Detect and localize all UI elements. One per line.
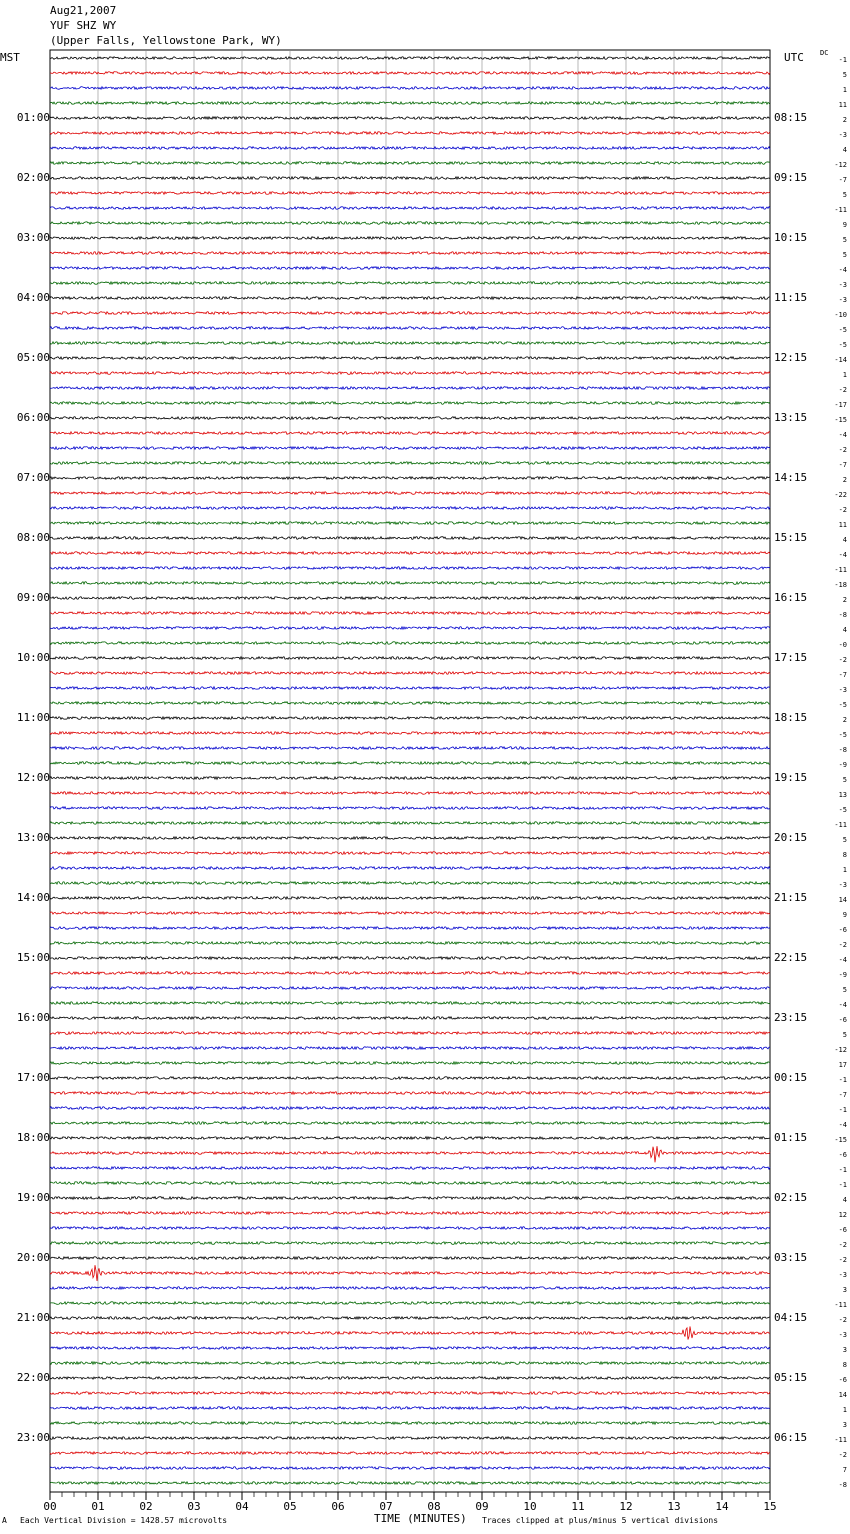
trace-64 bbox=[50, 1017, 770, 1020]
dc-value: -2 bbox=[838, 1451, 847, 1459]
dc-value: -8 bbox=[838, 611, 847, 619]
dc-value: -4 bbox=[838, 266, 847, 274]
dc-value: -1 bbox=[838, 1106, 847, 1114]
dc-value: 3 bbox=[842, 1286, 847, 1294]
dc-value: -4 bbox=[838, 956, 847, 964]
right-hour-label: 12:15 bbox=[774, 351, 808, 364]
trace-15 bbox=[50, 282, 770, 285]
trace-62 bbox=[50, 987, 770, 990]
trace-71 bbox=[50, 1122, 770, 1125]
trace-32 bbox=[50, 537, 770, 540]
dc-value: -11 bbox=[834, 1301, 847, 1309]
trace-3 bbox=[50, 102, 770, 105]
dc-value: -6 bbox=[838, 1226, 847, 1234]
left-hour-label: 03:00 bbox=[16, 231, 50, 244]
dc-header-label: DC bbox=[820, 49, 829, 57]
trace-33 bbox=[50, 552, 770, 555]
dc-value: 2 bbox=[842, 116, 847, 124]
dc-value: 14 bbox=[838, 1391, 847, 1399]
trace-28 bbox=[50, 477, 770, 480]
trace-27 bbox=[50, 462, 770, 465]
trace-57 bbox=[50, 912, 770, 915]
dc-value: -4 bbox=[838, 551, 847, 559]
x-tick-label: 00 bbox=[43, 1500, 57, 1513]
trace-68 bbox=[50, 1077, 770, 1080]
right-hour-label: 08:15 bbox=[774, 111, 808, 124]
dc-value: -1 bbox=[838, 1166, 847, 1174]
dc-value: -2 bbox=[838, 656, 847, 664]
trace-17 bbox=[50, 312, 770, 315]
dc-value: 17 bbox=[838, 1061, 847, 1069]
dc-value: -22 bbox=[834, 491, 847, 499]
left-hour-label: 19:00 bbox=[16, 1191, 50, 1204]
trace-93 bbox=[50, 1452, 770, 1455]
left-hour-label: 13:00 bbox=[16, 831, 50, 844]
dc-value: 13 bbox=[838, 791, 847, 799]
dc-value: -8 bbox=[838, 746, 847, 754]
trace-60 bbox=[50, 957, 770, 960]
trace-79 bbox=[50, 1242, 770, 1245]
trace-73 bbox=[50, 1146, 770, 1162]
trace-86 bbox=[50, 1347, 770, 1350]
x-tick-label: 14 bbox=[715, 1500, 729, 1513]
dc-value: 3 bbox=[842, 1346, 847, 1354]
trace-40 bbox=[50, 657, 770, 660]
x-tick-label: 13 bbox=[667, 1500, 681, 1513]
trace-77 bbox=[50, 1212, 770, 1215]
dc-value: 5 bbox=[842, 836, 847, 844]
trace-46 bbox=[50, 747, 770, 750]
trace-1 bbox=[50, 72, 770, 75]
dc-value: -4 bbox=[838, 1121, 847, 1129]
trace-36 bbox=[50, 597, 770, 600]
dc-value: -6 bbox=[838, 1016, 847, 1024]
left-hour-label: 08:00 bbox=[16, 531, 50, 544]
left-hour-label: 07:00 bbox=[16, 471, 50, 484]
trace-48 bbox=[50, 777, 770, 780]
trace-88 bbox=[50, 1377, 770, 1380]
trace-51 bbox=[50, 822, 770, 825]
right-hour-label: 09:15 bbox=[774, 171, 808, 184]
dc-value: 7 bbox=[842, 1466, 847, 1474]
right-hour-label: 00:15 bbox=[774, 1071, 808, 1084]
trace-76 bbox=[50, 1197, 770, 1200]
dc-value: -2 bbox=[838, 1241, 847, 1249]
date-label: Aug21,2007 bbox=[50, 4, 117, 17]
trace-18 bbox=[50, 327, 770, 330]
trace-4 bbox=[50, 117, 770, 120]
dc-value: 5 bbox=[842, 776, 847, 784]
dc-value: -2 bbox=[838, 1316, 847, 1324]
dc-value: -9 bbox=[838, 971, 847, 979]
dc-value: -9 bbox=[838, 761, 847, 769]
left-hour-label: 14:00 bbox=[16, 891, 50, 904]
trace-29 bbox=[50, 492, 770, 495]
clip-note: Traces clipped at plus/minus 5 vertical divisions bbox=[482, 1516, 719, 1525]
right-hour-label: 23:15 bbox=[774, 1011, 808, 1024]
trace-87 bbox=[50, 1362, 770, 1365]
dc-value: -0 bbox=[838, 641, 847, 649]
right-hour-label: 17:15 bbox=[774, 651, 808, 664]
trace-37 bbox=[50, 612, 770, 615]
dc-value: 1 bbox=[842, 371, 847, 379]
trace-25 bbox=[50, 432, 770, 435]
dc-value: -2 bbox=[838, 506, 847, 514]
time-axis-label: TIME (MINUTES) bbox=[374, 1512, 467, 1525]
left-hour-label: 22:00 bbox=[16, 1371, 50, 1384]
right-hour-label: 02:15 bbox=[774, 1191, 808, 1204]
trace-56 bbox=[50, 897, 770, 900]
trace-47 bbox=[50, 762, 770, 765]
dc-value: 5 bbox=[842, 986, 847, 994]
trace-78 bbox=[50, 1227, 770, 1230]
plot-frame bbox=[50, 50, 770, 1492]
trace-53 bbox=[50, 852, 770, 855]
dc-value: 9 bbox=[842, 221, 847, 229]
right-hour-label: 21:15 bbox=[774, 891, 808, 904]
dc-value: 4 bbox=[842, 146, 847, 154]
corner-mark: A bbox=[2, 1516, 7, 1525]
dc-value: -7 bbox=[838, 461, 847, 469]
trace-6 bbox=[50, 147, 770, 150]
trace-8 bbox=[50, 177, 770, 180]
right-hour-label: 13:15 bbox=[774, 411, 808, 424]
trace-63 bbox=[50, 1002, 770, 1005]
dc-value: -4 bbox=[838, 1001, 847, 1009]
dc-value: 4 bbox=[842, 536, 847, 544]
left-hour-label: 02:00 bbox=[16, 171, 50, 184]
dc-value: 4 bbox=[842, 1196, 847, 1204]
dc-value: -10 bbox=[834, 311, 847, 319]
trace-24 bbox=[50, 417, 770, 420]
x-tick-label: 10 bbox=[523, 1500, 537, 1513]
trace-55 bbox=[50, 882, 770, 885]
trace-50 bbox=[50, 807, 770, 810]
trace-12 bbox=[50, 237, 770, 240]
trace-9 bbox=[50, 192, 770, 195]
dc-value: -5 bbox=[838, 341, 847, 349]
trace-45 bbox=[50, 732, 770, 735]
x-tick-label: 09 bbox=[475, 1500, 489, 1513]
right-hour-label: 14:15 bbox=[774, 471, 808, 484]
dc-value: -1 bbox=[838, 1076, 847, 1084]
right-hour-label: 15:15 bbox=[774, 531, 808, 544]
x-tick-label: 11 bbox=[571, 1500, 585, 1513]
dc-value: 5 bbox=[842, 251, 847, 259]
x-tick-label: 07 bbox=[379, 1500, 393, 1513]
dc-value: 11 bbox=[838, 521, 847, 529]
trace-10 bbox=[50, 207, 770, 210]
trace-91 bbox=[50, 1422, 770, 1425]
dc-value: -1 bbox=[838, 56, 847, 64]
right-hour-label: 01:15 bbox=[774, 1131, 808, 1144]
trace-20 bbox=[50, 357, 770, 360]
trace-43 bbox=[50, 702, 770, 705]
trace-82 bbox=[50, 1287, 770, 1290]
dc-value: 1 bbox=[842, 1406, 847, 1414]
right-hour-label: 18:15 bbox=[774, 711, 808, 724]
dc-value: -2 bbox=[838, 386, 847, 394]
dc-value: -5 bbox=[838, 806, 847, 814]
dc-value: -2 bbox=[838, 446, 847, 454]
x-tick-label: 06 bbox=[331, 1500, 345, 1513]
dc-value: -3 bbox=[838, 281, 847, 289]
dc-value: -5 bbox=[838, 731, 847, 739]
right-hour-label: 19:15 bbox=[774, 771, 808, 784]
trace-16 bbox=[50, 297, 770, 300]
dc-value: -11 bbox=[834, 206, 847, 214]
trace-85 bbox=[50, 1326, 770, 1339]
trace-14 bbox=[50, 267, 770, 270]
dc-value: -3 bbox=[838, 881, 847, 889]
dc-value: -11 bbox=[834, 566, 847, 574]
left-timezone-label: MST bbox=[0, 51, 20, 64]
trace-90 bbox=[50, 1407, 770, 1410]
dc-value: -3 bbox=[838, 1331, 847, 1339]
dc-value: -7 bbox=[838, 671, 847, 679]
right-hour-label: 11:15 bbox=[774, 291, 808, 304]
left-hour-label: 21:00 bbox=[16, 1311, 50, 1324]
dc-value: -5 bbox=[838, 326, 847, 334]
left-hour-label: 06:00 bbox=[16, 411, 50, 424]
left-hour-label: 01:00 bbox=[16, 111, 50, 124]
dc-value: 12 bbox=[838, 1211, 847, 1219]
dc-value: -6 bbox=[838, 926, 847, 934]
x-tick-label: 03 bbox=[187, 1500, 201, 1513]
dc-value: -12 bbox=[834, 1046, 847, 1054]
trace-54 bbox=[50, 867, 770, 870]
trace-74 bbox=[50, 1167, 770, 1170]
dc-value: 4 bbox=[842, 626, 847, 634]
trace-31 bbox=[50, 522, 770, 525]
dc-value: -18 bbox=[834, 581, 847, 589]
trace-61 bbox=[50, 972, 770, 975]
dc-value: 2 bbox=[842, 716, 847, 724]
dc-value: 8 bbox=[842, 851, 847, 859]
trace-11 bbox=[50, 222, 770, 225]
dc-value: 5 bbox=[842, 1031, 847, 1039]
trace-41 bbox=[50, 672, 770, 675]
dc-value: -1 bbox=[838, 1181, 847, 1189]
x-tick-label: 01 bbox=[91, 1500, 105, 1513]
dc-value: 3 bbox=[842, 1421, 847, 1429]
x-tick-label: 15 bbox=[763, 1500, 777, 1513]
dc-value: -2 bbox=[838, 941, 847, 949]
left-hour-label: 20:00 bbox=[16, 1251, 50, 1264]
dc-value: -6 bbox=[838, 1151, 847, 1159]
trace-92 bbox=[50, 1437, 770, 1440]
dc-value: -7 bbox=[838, 1091, 847, 1099]
left-hour-label: 23:00 bbox=[16, 1431, 50, 1444]
dc-value: -3 bbox=[838, 131, 847, 139]
dc-value: -6 bbox=[838, 1376, 847, 1384]
dc-value: -7 bbox=[838, 176, 847, 184]
right-hour-label: 04:15 bbox=[774, 1311, 808, 1324]
x-tick-label: 04 bbox=[235, 1500, 249, 1513]
station-label: YUF SHZ WY bbox=[50, 19, 117, 32]
trace-95 bbox=[50, 1482, 770, 1485]
trace-13 bbox=[50, 252, 770, 255]
trace-49 bbox=[50, 792, 770, 795]
trace-67 bbox=[50, 1062, 770, 1065]
trace-69 bbox=[50, 1092, 770, 1095]
trace-84 bbox=[50, 1317, 770, 1320]
trace-34 bbox=[50, 567, 770, 570]
trace-94 bbox=[50, 1467, 770, 1470]
left-hour-label: 05:00 bbox=[16, 351, 50, 364]
right-timezone-label: UTC bbox=[784, 51, 804, 64]
trace-70 bbox=[50, 1107, 770, 1110]
trace-39 bbox=[50, 642, 770, 645]
dc-value: -11 bbox=[834, 1436, 847, 1444]
trace-72 bbox=[50, 1137, 770, 1140]
trace-81 bbox=[50, 1265, 770, 1281]
right-hour-label: 20:15 bbox=[774, 831, 808, 844]
division-note: Each Vertical Division = 1428.57 microvolts bbox=[20, 1516, 228, 1525]
left-hour-label: 17:00 bbox=[16, 1071, 50, 1084]
dc-value: -12 bbox=[834, 161, 847, 169]
left-hour-label: 09:00 bbox=[16, 591, 50, 604]
left-hour-label: 11:00 bbox=[16, 711, 50, 724]
right-hour-label: 03:15 bbox=[774, 1251, 808, 1264]
trace-66 bbox=[50, 1047, 770, 1050]
trace-89 bbox=[50, 1392, 770, 1395]
trace-52 bbox=[50, 837, 770, 840]
left-hour-label: 18:00 bbox=[16, 1131, 50, 1144]
dc-value: 2 bbox=[842, 476, 847, 484]
trace-42 bbox=[50, 687, 770, 690]
dc-value: 1 bbox=[842, 866, 847, 874]
dc-value: 1 bbox=[842, 86, 847, 94]
trace-35 bbox=[50, 582, 770, 585]
trace-80 bbox=[50, 1257, 770, 1260]
right-hour-label: 10:15 bbox=[774, 231, 808, 244]
trace-30 bbox=[50, 507, 770, 510]
x-tick-label: 05 bbox=[283, 1500, 297, 1513]
dc-value: -14 bbox=[834, 356, 847, 364]
trace-75 bbox=[50, 1182, 770, 1185]
trace-65 bbox=[50, 1032, 770, 1035]
dc-value: 5 bbox=[842, 191, 847, 199]
trace-5 bbox=[50, 132, 770, 135]
trace-44 bbox=[50, 717, 770, 720]
dc-value: 9 bbox=[842, 911, 847, 919]
dc-value: -5 bbox=[838, 701, 847, 709]
dc-value: 5 bbox=[842, 236, 847, 244]
dc-value: -3 bbox=[838, 296, 847, 304]
trace-21 bbox=[50, 372, 770, 375]
x-tick-label: 08 bbox=[427, 1500, 441, 1513]
trace-2 bbox=[50, 87, 770, 90]
dc-value: -3 bbox=[838, 686, 847, 694]
dc-value: -2 bbox=[838, 1256, 847, 1264]
dc-value: 2 bbox=[842, 596, 847, 604]
dc-value: 11 bbox=[838, 101, 847, 109]
trace-59 bbox=[50, 942, 770, 945]
location-label: (Upper Falls, Yellowstone Park, WY) bbox=[50, 34, 282, 47]
dc-value: 5 bbox=[842, 71, 847, 79]
trace-23 bbox=[50, 402, 770, 405]
dc-value: 14 bbox=[838, 896, 847, 904]
trace-19 bbox=[50, 342, 770, 345]
dc-value: -15 bbox=[834, 416, 847, 424]
dc-value: -15 bbox=[834, 1136, 847, 1144]
trace-26 bbox=[50, 447, 770, 450]
trace-38 bbox=[50, 627, 770, 630]
dc-value: 8 bbox=[842, 1361, 847, 1369]
left-hour-label: 10:00 bbox=[16, 651, 50, 664]
trace-83 bbox=[50, 1302, 770, 1305]
left-hour-label: 16:00 bbox=[16, 1011, 50, 1024]
x-tick-label: 12 bbox=[619, 1500, 633, 1513]
dc-value: -17 bbox=[834, 401, 847, 409]
trace-22 bbox=[50, 387, 770, 390]
x-tick-label: 02 bbox=[139, 1500, 153, 1513]
dc-value: -3 bbox=[838, 1271, 847, 1279]
left-hour-label: 04:00 bbox=[16, 291, 50, 304]
left-hour-label: 12:00 bbox=[16, 771, 50, 784]
trace-58 bbox=[50, 927, 770, 930]
dc-value: -11 bbox=[834, 821, 847, 829]
trace-7 bbox=[50, 162, 770, 165]
right-hour-label: 05:15 bbox=[774, 1371, 808, 1384]
right-hour-label: 16:15 bbox=[774, 591, 808, 604]
right-hour-label: 06:15 bbox=[774, 1431, 808, 1444]
left-hour-label: 15:00 bbox=[16, 951, 50, 964]
dc-value: -8 bbox=[838, 1481, 847, 1489]
right-hour-label: 22:15 bbox=[774, 951, 808, 964]
dc-value: -4 bbox=[838, 431, 847, 439]
trace-0 bbox=[50, 57, 770, 60]
